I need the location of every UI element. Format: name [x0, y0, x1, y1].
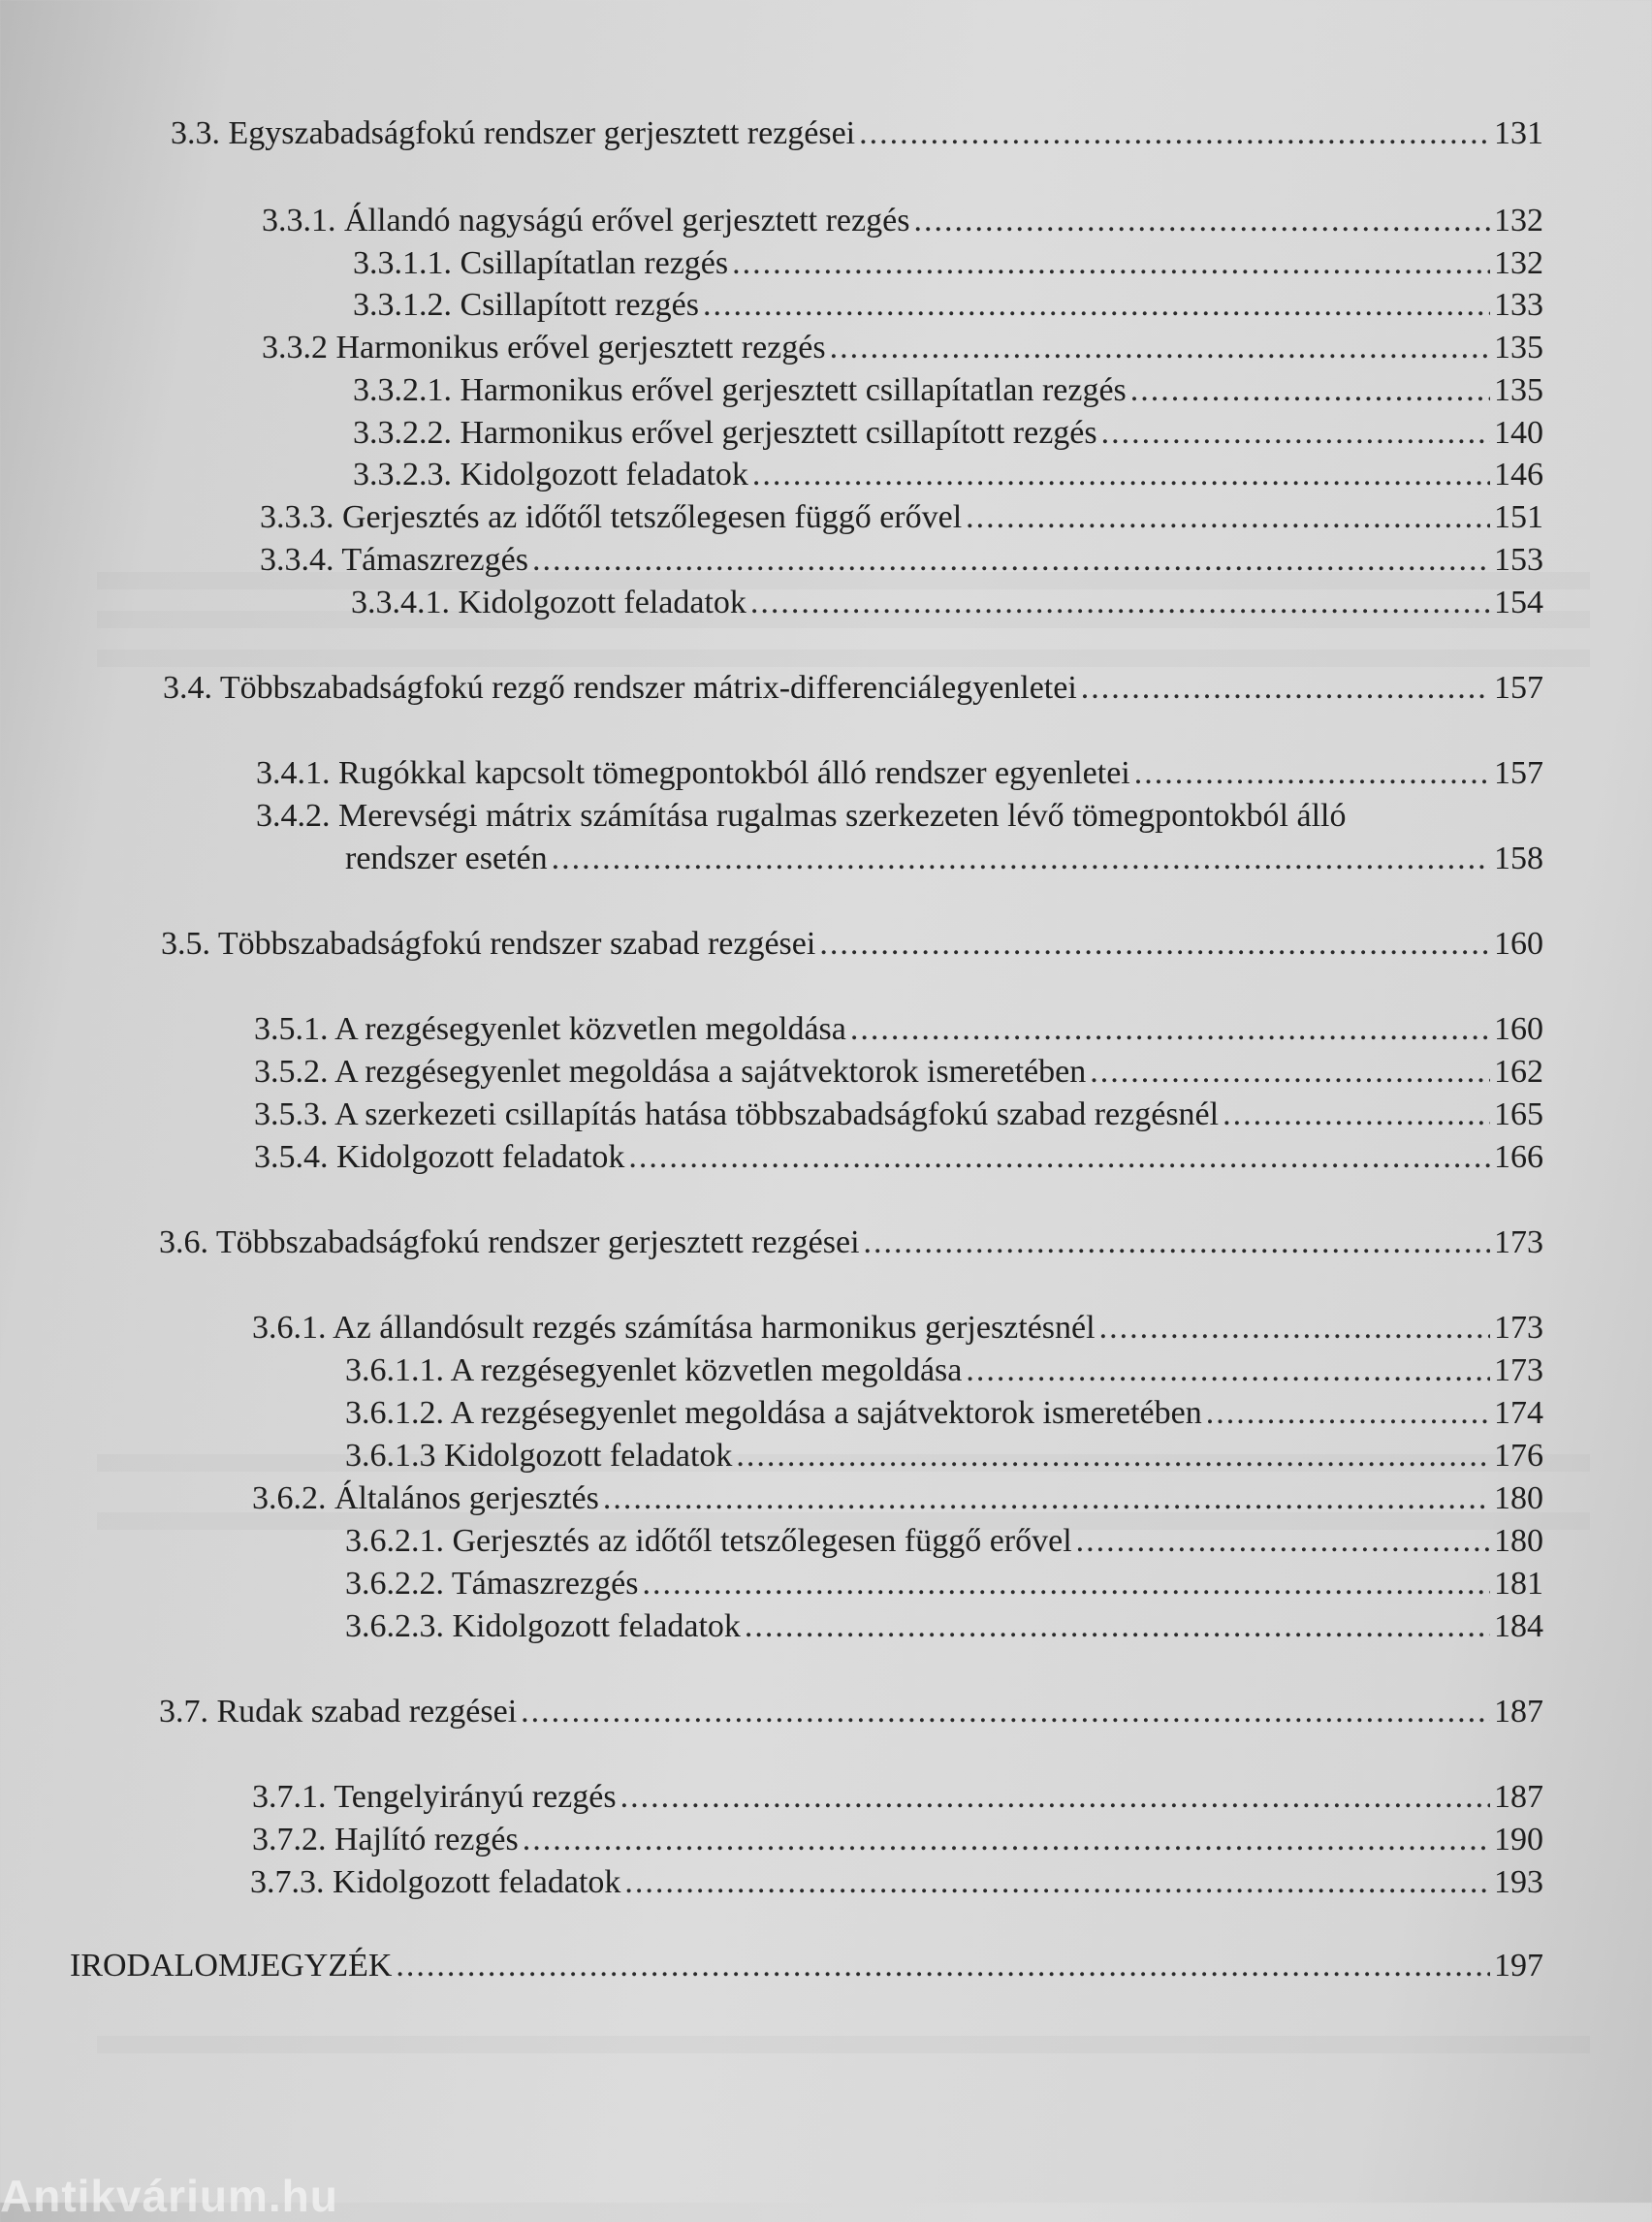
toc-page-number: 146 [1494, 457, 1543, 492]
toc-entry-3-6-2-1 [345, 1522, 1543, 1561]
dot-leader [624, 1863, 1490, 1902]
toc-entry-3-7-1 [252, 1778, 1543, 1817]
toc-title: 3.6.2.2. Támaszrezgés [345, 1566, 639, 1602]
toc-entry-3-5-3 [254, 1095, 1543, 1134]
bleed-through [97, 2036, 1590, 2053]
toc-entry-3-3-1-1 [353, 244, 1543, 283]
toc-entry-3-3-1 [262, 202, 1543, 240]
toc-title: 3.7.2. Hajlító rezgés [252, 1822, 519, 1857]
toc-entry-3-5-1 [254, 1010, 1543, 1049]
toc-entry-3-3-2 [262, 329, 1543, 367]
toc-title: 3.6.2.3. Kidolgozott feladatok [345, 1608, 741, 1644]
toc-page-number: 135 [1494, 330, 1543, 365]
toc-title: 3.5.3. A szerkezeti csillapítás hatása többszabadságfokú szabad rezgésnél [254, 1096, 1220, 1132]
dot-leader [628, 1138, 1490, 1177]
dot-leader [552, 840, 1490, 878]
toc-title: 3.6.1.2. A rezgésegyenlet megoldása a sajátvektorok ismeretében [345, 1395, 1202, 1431]
dot-leader [523, 1821, 1490, 1859]
dot-leader [864, 1223, 1490, 1262]
dot-leader [1206, 1394, 1490, 1433]
dot-leader [532, 541, 1490, 580]
toc-page-number: 151 [1494, 499, 1543, 535]
toc-entry-3-3-2-1 [353, 371, 1543, 410]
toc-page-number: 193 [1494, 1864, 1543, 1900]
dot-leader [1223, 1095, 1490, 1134]
toc-entry-3-4-2 [345, 840, 1543, 878]
toc-page-number: 157 [1494, 755, 1543, 791]
toc-page-number: 132 [1494, 203, 1543, 238]
toc-page-number: 173 [1494, 1310, 1543, 1346]
toc-title: 3.6.2.1. Gerjesztés az időtől tetszőlegesen függő erővel [345, 1523, 1072, 1559]
toc-page-number: 187 [1494, 1779, 1543, 1815]
toc-entry-3-3-1-2 [353, 286, 1543, 325]
toc-entry-3-6-2 [252, 1479, 1543, 1518]
toc-page-number: 160 [1494, 926, 1543, 962]
dot-leader [966, 498, 1490, 537]
toc-title: 3.3. Egyszabadságfokú rendszer gerjesztett rezgései [171, 115, 856, 151]
dot-leader [1081, 669, 1490, 708]
toc-page-number: 132 [1494, 245, 1543, 281]
toc-page-number: 158 [1494, 841, 1543, 876]
toc-title: 3.3.2.1. Harmonikus erővel gerjesztett csillapítatlan rezgés [353, 372, 1127, 408]
toc-page-number: 135 [1494, 372, 1543, 408]
toc-title: 3.7. Rudak szabad rezgései [159, 1694, 518, 1730]
toc-entry-3-6-1-3 [345, 1437, 1543, 1476]
toc-page-number: 133 [1494, 287, 1543, 323]
dot-leader [396, 1947, 1490, 1985]
toc-page-number: 197 [1494, 1948, 1543, 1984]
dot-leader [521, 1693, 1490, 1731]
dot-leader [620, 1778, 1490, 1817]
toc-page-number: 157 [1494, 670, 1543, 706]
toc-title: 3.6.1.1. A rezgésegyenlet közvetlen megoldása [345, 1352, 963, 1388]
toc-page-number: 162 [1494, 1054, 1543, 1090]
toc-page-number: 190 [1494, 1822, 1543, 1857]
toc-entry-3-7 [159, 1693, 1543, 1731]
toc-page-number: 173 [1494, 1224, 1543, 1260]
dot-leader [830, 329, 1490, 367]
toc-page-number: 154 [1494, 585, 1543, 620]
dot-leader [736, 1437, 1490, 1476]
toc-title: 3.5. Többszabadságfokú rendszer szabad rezgései [161, 926, 816, 962]
toc-entry-3-4 [163, 669, 1543, 708]
toc-entry-3-5-4 [254, 1138, 1543, 1177]
toc-title: 3.3.2.2. Harmonikus erővel gerjesztett csillapított rezgés [353, 415, 1097, 451]
dot-leader [966, 1351, 1490, 1390]
toc-title: 3.6.2. Általános gerjesztés [252, 1480, 599, 1516]
toc-entry-3-3-4 [260, 541, 1543, 580]
dot-leader [752, 456, 1490, 494]
toc-page-number: 180 [1494, 1523, 1543, 1559]
toc-title: 3.7.1. Tengelyirányú rezgés [252, 1779, 617, 1815]
dot-leader [642, 1565, 1490, 1603]
toc-entry-3-4-1 [256, 754, 1543, 793]
toc-page-number: 180 [1494, 1480, 1543, 1516]
toc-title: 3.7.3. Kidolgozott feladatok [250, 1864, 621, 1900]
toc-title: 3.6.1. Az állandósult rezgés számítása harmonikus gerjesztésnél [252, 1310, 1096, 1346]
toc-entry-3-6-1 [252, 1309, 1543, 1348]
watermark: Antikvárium.hu [0, 2171, 338, 2221]
toc-entry-3-4-2-line1: 3.4.2. Merevségi mátrix számítása rugalmas szerkezeten lévő tömegpontokból álló [256, 798, 1347, 834]
toc-entry-3-7-2 [252, 1821, 1543, 1859]
toc-page-number: 187 [1494, 1694, 1543, 1730]
toc-entry-3-3-2-3 [353, 456, 1543, 494]
toc-entry-3-5-2 [254, 1053, 1543, 1092]
toc-title: 3.3.4.1. Kidolgozott feladatok [351, 585, 747, 620]
toc-title: 3.3.3. Gerjesztés az időtől tetszőlegesen függő erővel [260, 499, 963, 535]
dot-leader [1134, 754, 1490, 793]
toc-title: 3.5.2. A rezgésegyenlet megoldása a sajátvektorok ismeretében [254, 1054, 1087, 1090]
toc-title: 3.3.2 Harmonikus erővel gerjesztett rezgés [262, 330, 826, 365]
dot-leader [603, 1479, 1490, 1518]
toc-page-number: 173 [1494, 1352, 1543, 1388]
toc-entry-3-6-1-2 [345, 1394, 1543, 1433]
toc-page-number: 181 [1494, 1566, 1543, 1602]
toc-title: 3.3.1.2. Csillapított rezgés [353, 287, 699, 323]
dot-leader [1101, 414, 1490, 453]
toc-page-number: 165 [1494, 1096, 1543, 1132]
toc-page-number: 160 [1494, 1011, 1543, 1047]
toc-page-number: 140 [1494, 415, 1543, 451]
toc-page-number: 166 [1494, 1139, 1543, 1175]
toc-title: 3.3.1.1. Csillapítatlan rezgés [353, 245, 729, 281]
toc-entry-3-6-1-1 [345, 1351, 1543, 1390]
dot-leader [745, 1607, 1490, 1646]
dot-leader [703, 286, 1490, 325]
dot-leader [1130, 371, 1490, 410]
toc-page-number: 174 [1494, 1395, 1543, 1431]
toc-entry-3-3-3 [260, 498, 1543, 537]
toc-entry-3-3-4-1 [351, 584, 1543, 622]
dot-leader [1076, 1522, 1490, 1561]
toc-entry-3-6-2-2 [345, 1565, 1543, 1603]
dot-leader [859, 114, 1490, 153]
toc-title: 3.6. Többszabadságfokú rendszer gerjesztett rezgései [159, 1224, 860, 1260]
toc-title: rendszer esetén [345, 841, 548, 876]
dot-leader [819, 925, 1490, 964]
toc-title: IRODALOMJEGYZÉK [70, 1948, 393, 1984]
toc-page-number: 131 [1494, 115, 1543, 151]
toc-title: 3.4.1. Rugókkal kapcsolt tömegpontokból álló rendszer egyenletei [256, 755, 1130, 791]
toc-title: 3.6.1.3 Kidolgozott feladatok [345, 1438, 733, 1474]
dot-leader [732, 244, 1490, 283]
dot-leader [1090, 1053, 1490, 1092]
toc-entry-3-6-2-3 [345, 1607, 1543, 1646]
toc-title: 3.4. Többszabadságfokú rezgő rendszer mátrix-differenciálegyenletei [163, 670, 1077, 706]
toc-page-number: 184 [1494, 1608, 1543, 1644]
bleed-through [97, 650, 1590, 667]
toc-page-number: 153 [1494, 542, 1543, 578]
toc-page-number: 176 [1494, 1438, 1543, 1474]
toc-title: 3.3.4. Támaszrezgés [260, 542, 528, 578]
dot-leader [913, 202, 1490, 240]
toc-title: 3.3.2.3. Kidolgozott feladatok [353, 457, 748, 492]
toc-title: 3.5.1. A rezgésegyenlet közvetlen megoldása [254, 1011, 846, 1047]
toc-entry-3-5 [161, 925, 1543, 964]
toc-entry-3-6 [159, 1223, 1543, 1262]
dot-leader [850, 1010, 1490, 1049]
dot-leader [750, 584, 1490, 622]
toc-title: 3.5.4. Kidolgozott feladatok [254, 1139, 625, 1175]
toc-entry-3-7-3 [250, 1863, 1543, 1902]
toc-entry-3-3 [171, 114, 1543, 153]
toc-entry-3-3-2-2 [353, 414, 1543, 453]
toc-entry-irodalomjegyzek [70, 1947, 1543, 1985]
dot-leader [1099, 1309, 1490, 1348]
toc-title: 3.3.1. Állandó nagyságú erővel gerjesztett rezgés [262, 203, 910, 238]
